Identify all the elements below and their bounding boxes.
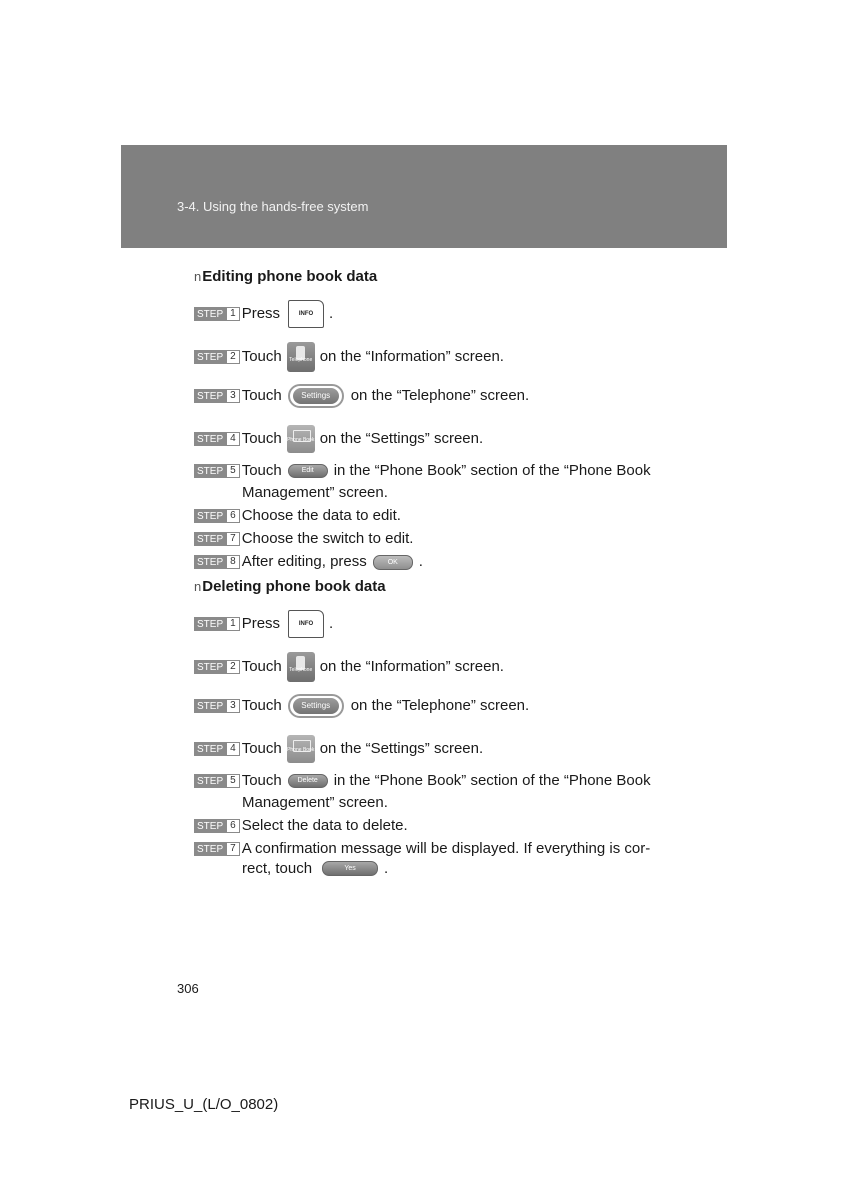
deleting-step-7-continuation: rect, touch Yes . bbox=[242, 860, 389, 877]
phone-book-icon[interactable]: Phone Book bbox=[287, 425, 315, 453]
bullet-glyph: n bbox=[194, 579, 202, 594]
editing-step-7: STEP 7 Choose the switch to edit. bbox=[194, 528, 413, 550]
yes-button[interactable]: Yes bbox=[322, 861, 378, 876]
step-badge: STEP 7 bbox=[194, 532, 240, 546]
step-badge: STEP 2 bbox=[194, 660, 240, 674]
step-badge: STEP 5 bbox=[194, 464, 240, 478]
info-button-icon[interactable]: INFO bbox=[288, 610, 324, 638]
editing-step-8: STEP 8 After editing, press OK . bbox=[194, 551, 423, 573]
step-badge: STEP 4 bbox=[194, 742, 240, 756]
editing-step-4: STEP 4 Touch Phone Book on the “Settings” screen. bbox=[194, 425, 483, 453]
phone-book-icon[interactable]: Phone Book bbox=[287, 735, 315, 763]
step-badge: STEP 6 bbox=[194, 509, 240, 523]
deleting-step-6: STEP 6 Select the data to delete. bbox=[194, 815, 408, 837]
step-badge: STEP 4 bbox=[194, 432, 240, 446]
editing-step-6: STEP 6 Choose the data to edit. bbox=[194, 505, 401, 527]
deleting-step-4: STEP 4 Touch Phone Book on the “Settings” screen. bbox=[194, 735, 483, 763]
editing-step-2: STEP 2 Touch Telephone on the “Information” screen. bbox=[194, 342, 504, 372]
info-button-icon[interactable]: INFO bbox=[288, 300, 324, 328]
footer-document-code: PRIUS_U_(L/O_0802) bbox=[129, 1096, 279, 1113]
editing-step-3: STEP 3 Touch Settings on the “Telephone” screen. bbox=[194, 384, 529, 408]
settings-button[interactable]: Settings bbox=[288, 384, 344, 408]
delete-button[interactable]: Delete bbox=[288, 774, 328, 788]
deleting-step-2: STEP 2 Touch Telephone on the “Information” screen. bbox=[194, 652, 504, 682]
deleting-step-5-continuation: Management” screen. bbox=[242, 794, 388, 811]
bullet-glyph: n bbox=[194, 269, 202, 284]
telephone-icon[interactable]: Telephone bbox=[287, 342, 315, 372]
section-title-deleting: nDeleting phone book data bbox=[194, 578, 386, 595]
editing-step-1: STEP 1 Press INFO . bbox=[194, 300, 333, 328]
step-badge: STEP 6 bbox=[194, 819, 240, 833]
chapter-header-band bbox=[121, 145, 727, 248]
chapter-title: 3-4. Using the hands-free system bbox=[177, 199, 369, 214]
deleting-step-5: STEP 5 Touch Delete in the “Phone Book” section of the “Phone Book bbox=[194, 770, 651, 792]
step-badge: STEP 1 bbox=[194, 307, 240, 321]
deleting-step-7: STEP 7 A confirmation message will be displayed. If everything is cor- bbox=[194, 838, 650, 860]
section-title-editing: nEditing phone book data bbox=[194, 268, 378, 285]
step-badge: STEP 3 bbox=[194, 389, 240, 403]
step-badge: STEP 5 bbox=[194, 774, 240, 788]
deleting-step-3: STEP 3 Touch Settings on the “Telephone” screen. bbox=[194, 694, 529, 718]
step-badge: STEP 7 bbox=[194, 842, 240, 856]
editing-step-5-continuation: Management” screen. bbox=[242, 484, 388, 501]
ok-button[interactable]: OK bbox=[373, 555, 413, 570]
deleting-step-1: STEP 1 Press INFO . bbox=[194, 610, 333, 638]
settings-button[interactable]: Settings bbox=[288, 694, 344, 718]
telephone-icon[interactable]: Telephone bbox=[287, 652, 315, 682]
step-badge: STEP 2 bbox=[194, 350, 240, 364]
edit-button[interactable]: Edit bbox=[288, 464, 328, 478]
editing-step-5: STEP 5 Touch Edit in the “Phone Book” section of the “Phone Book bbox=[194, 460, 651, 482]
step-badge: STEP 8 bbox=[194, 555, 240, 569]
step-badge: STEP 1 bbox=[194, 617, 240, 631]
page-number: 306 bbox=[177, 981, 199, 996]
step-badge: STEP 3 bbox=[194, 699, 240, 713]
